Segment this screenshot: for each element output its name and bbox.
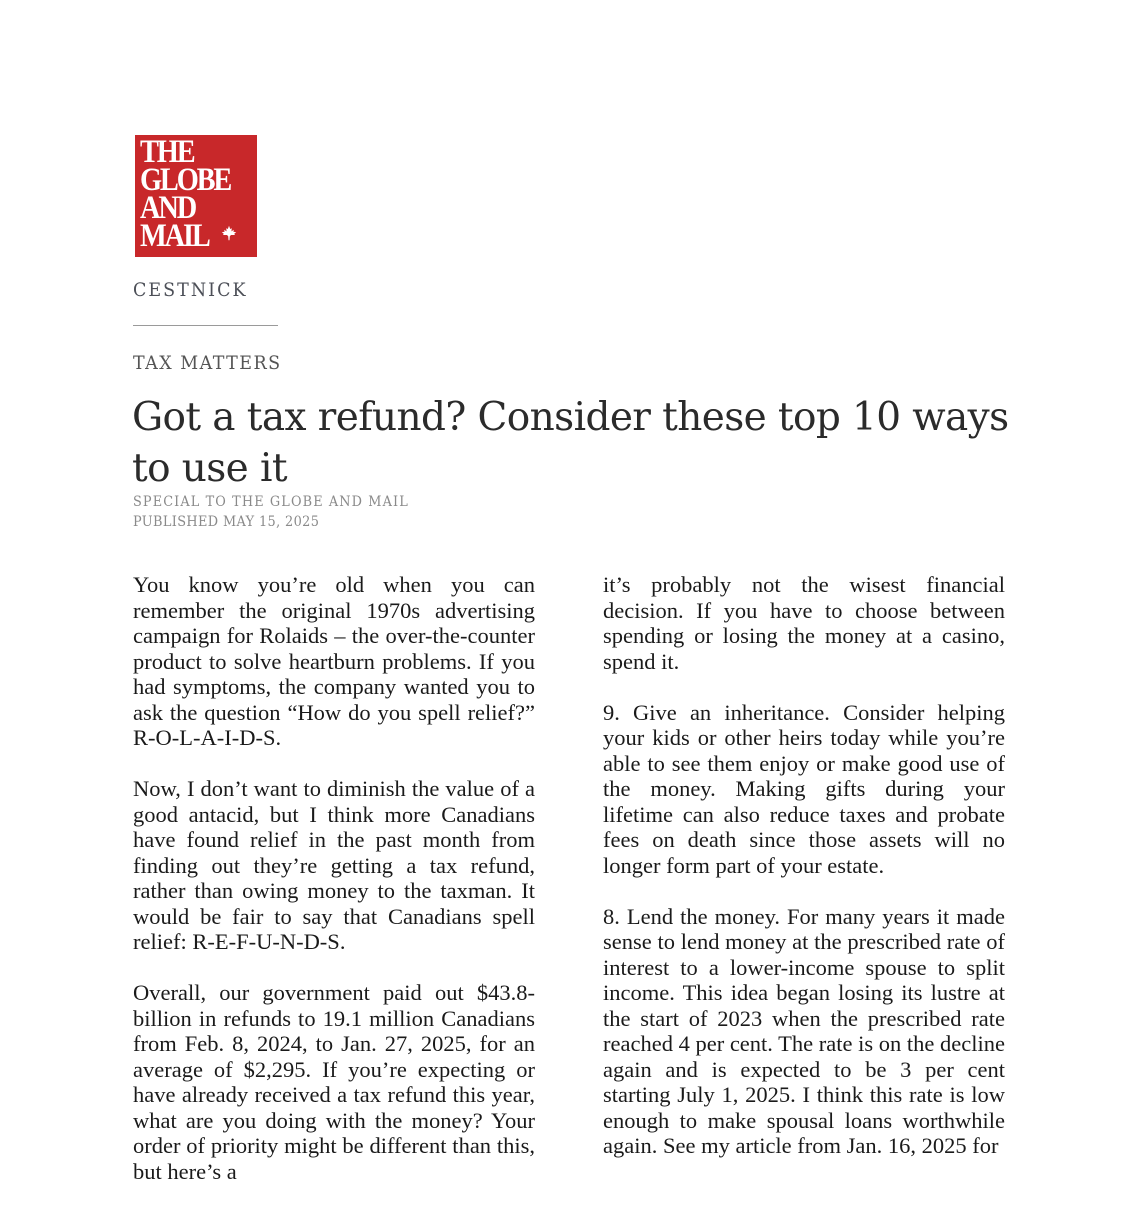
paragraph: You know you’re old when you can remember the original 1970s advertising campaign for Rolaids – the over-the-counter product to solve heartburn problems. If you had symptoms, the company wanted you to ask the question “How do you spell relief?” R-O-L-A-I-D-S.: [133, 572, 535, 750]
maple-leaf-icon: [221, 225, 237, 241]
paragraph: it’s probably not the wisest financial decision. If you have to choose between spending or losing the money at a casino, spend it.: [603, 572, 1005, 674]
paragraph: 8. Lend the money. For many years it made sense to lend money at the prescribed rate of interest to a lower-income spouse to split income. This idea began losing its lustre at the start of 2023 when the prescribed rate reached 4 per cent. The rate is on the decline again and is expected to be 3 per cent starting July 1, 2025. I think this rate is low enough to make spousal loans worthwhile again. See my article from Jan. 16, 2025 for: [603, 903, 1005, 1158]
logo-line: AND: [140, 190, 196, 226]
article-column-left: [133, 572, 535, 1205]
logo-line: MAIL: [140, 218, 209, 254]
author-name[interactable]: CESTNICK: [133, 279, 248, 301]
paragraph: Now, I don’t want to diminish the value of a good antacid, but I think more Canadians have found relief in the past month from finding out they’re getting a tax refund, rather than owing money to the taxman. It would be fair to say that Canadians spell relief: R-E-F-U-N-D-S.: [133, 776, 535, 954]
paragraph: Overall, our government paid out $43.8-billion in refunds to 19.1 million Canadians from Feb. 8, 2024, to Jan. 27, 2025, for an average of $2,295. If you’re expecting or have already received a tax refund this year, what are you doing with the money? Your order of priority might be different than this, but here’s a: [133, 980, 535, 1184]
divider: [133, 325, 278, 326]
byline: SPECIAL TO THE GLOBE AND MAIL: [133, 494, 409, 510]
article-headline: Got a tax refund? Consider these top 10 ways to use it: [132, 395, 1009, 491]
logo-line: THE: [140, 135, 194, 170]
article-column-right: [603, 572, 1005, 1184]
published-date: PUBLISHED MAY 15, 2025: [133, 514, 320, 530]
logo-line: GLOBE: [140, 162, 231, 198]
paragraph: 9. Give an inheritance. Consider helping your kids or other heirs today while you’re able to see them enjoy or make good use of the money. Making gifts during your lifetime can also reduce taxes and probate fees on death since those assets will no longer form part of your estate.: [603, 699, 1005, 878]
section-label[interactable]: TAX MATTERS: [133, 352, 282, 374]
globe-and-mail-logo[interactable]: [135, 135, 257, 257]
